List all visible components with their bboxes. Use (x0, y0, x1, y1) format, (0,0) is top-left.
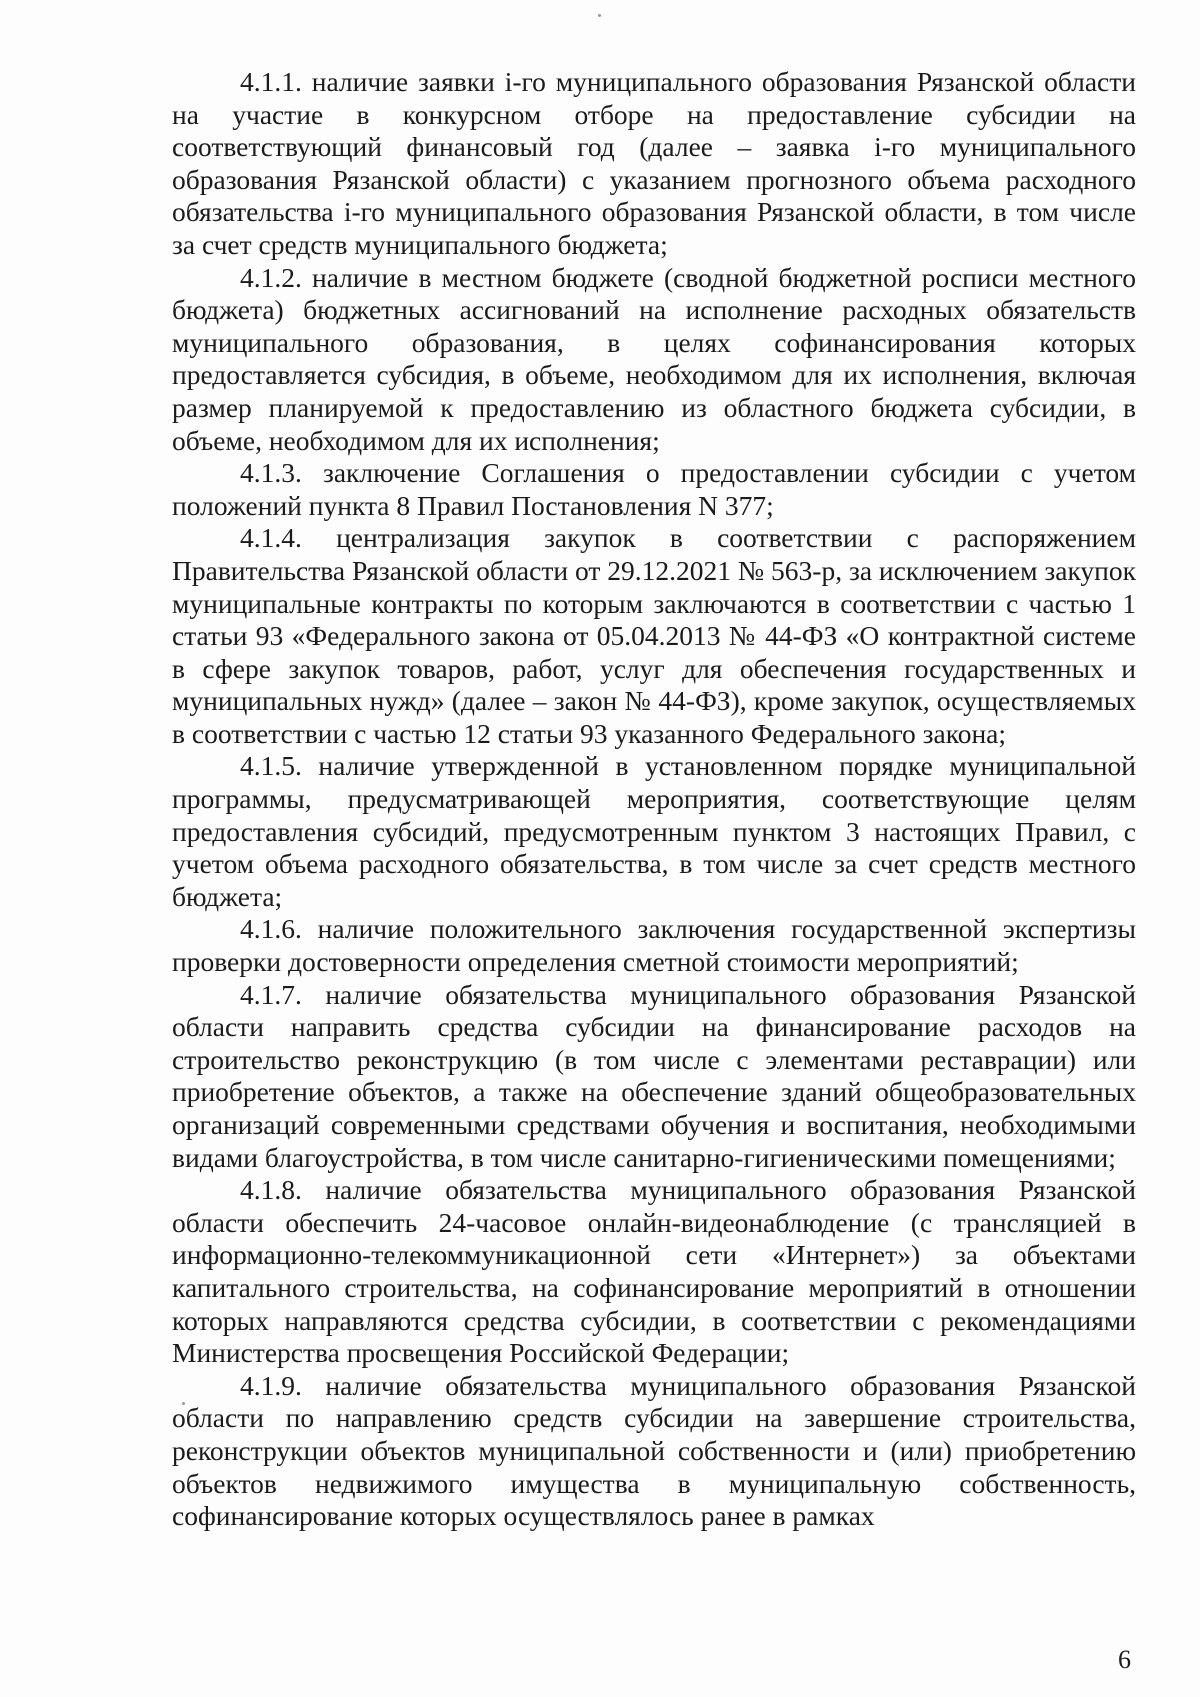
paragraph-4-1-7: 4.1.7. наличие обязательства муниципального образования Рязанской области направить средства субсидии на финансирование расходов на строительство реконструкцию (в том числе с элементами реставрации) или приобретение объектов, а также на обеспечение зданий общеобразовательных организаций современными средствами обучения и воспитания, необходимыми видами благоустройства, в том числе санитарно-гигиеническими помещениями; (172, 978, 1136, 1173)
paragraph-4-1-8: 4.1.8. наличие обязательства муниципального образования Рязанской области обеспечить 24-часовое онлайн-видеонаблюдение (с трансляцией в информационно-телекоммуникационной сети «Интернет») за объектами капитального строительства, на софинансирование мероприятий в отношении которых направляются средства субсидии, в соответствии с рекомендациями Министерства просвещения Российской Федерации; (172, 1174, 1136, 1369)
page-number: 6 (1118, 1645, 1131, 1674)
paragraph-4-1-4: 4.1.4. централизация закупок в соответствии с распоряжением Правительства Рязанской области от 29.12.2021 № 563-р, за исключением закупок муниципальные контракты по которым заключаются в соответствии с частью 1 статьи 93 «Федерального закона от 05.04.2013 № 44-ФЗ «О контрактной системе в сфере закупок товаров, работ, услуг для обеспечения государственных и муниципальных нужд» (далее – закон № 44-ФЗ), кроме закупок, осуществляемых в соответствии с частью 12 статьи 93 указанного Федерального закона; (172, 522, 1136, 749)
scan-speck (598, 14, 601, 17)
paragraph-4-1-9: 4.1.9. наличие обязательства муниципального образования Рязанской области по направлению средств субсидии на завершение строительства, реконструкции объектов муниципальной собственности и (или) приобретению объектов недвижимого имущества в муниципальную собственность, софинансирование которых осуществлялось ранее в рамках (172, 1369, 1136, 1532)
paragraph-4-1-6: 4.1.6. наличие положительного заключения государственной экспертизы проверки достоверности определения сметной стоимости мероприятий; (172, 913, 1136, 978)
document-body (172, 66, 1136, 1533)
paragraph-4-1-2: 4.1.2. наличие в местном бюджете (сводной бюджетной росписи местного бюджета) бюджетных ассигнований на исполнение расходных обязательств муниципального образования, в целях софинансирования которых предоставляется субсидия, в объеме, необходимом для их исполнения, включая размер планируемой к предоставлению из областного бюджета субсидии, в объеме, необходимом для их исполнения; (172, 261, 1136, 456)
paragraph-4-1-1: 4.1.1. наличие заявки i-го муниципального образования Рязанской области на участие в конкурсном отборе на предоставление субсидии на соответствующий финансовый год (далее – заявка i-го муниципального образования Рязанской области) с указанием прогнозного объема расходного обязательства i-го муниципального образования Рязанской области, в том числе за счет средств муниципального бюджета; (172, 66, 1136, 260)
paragraph-4-1-5: 4.1.5. наличие утвержденной в установленном порядке муниципальной программы, предусматривающей мероприятия, соответствующие целям предоставления субсидий, предусмотренным пунктом 3 настоящих Правил, с учетом объема расходного обязательства, в том числе за счет средств местного бюджета; (172, 750, 1136, 912)
paragraph-4-1-3: 4.1.3. заключение Соглашения о предоставлении субсидии с учетом положений пункта 8 Правил Постановления N 377; (172, 457, 1136, 521)
